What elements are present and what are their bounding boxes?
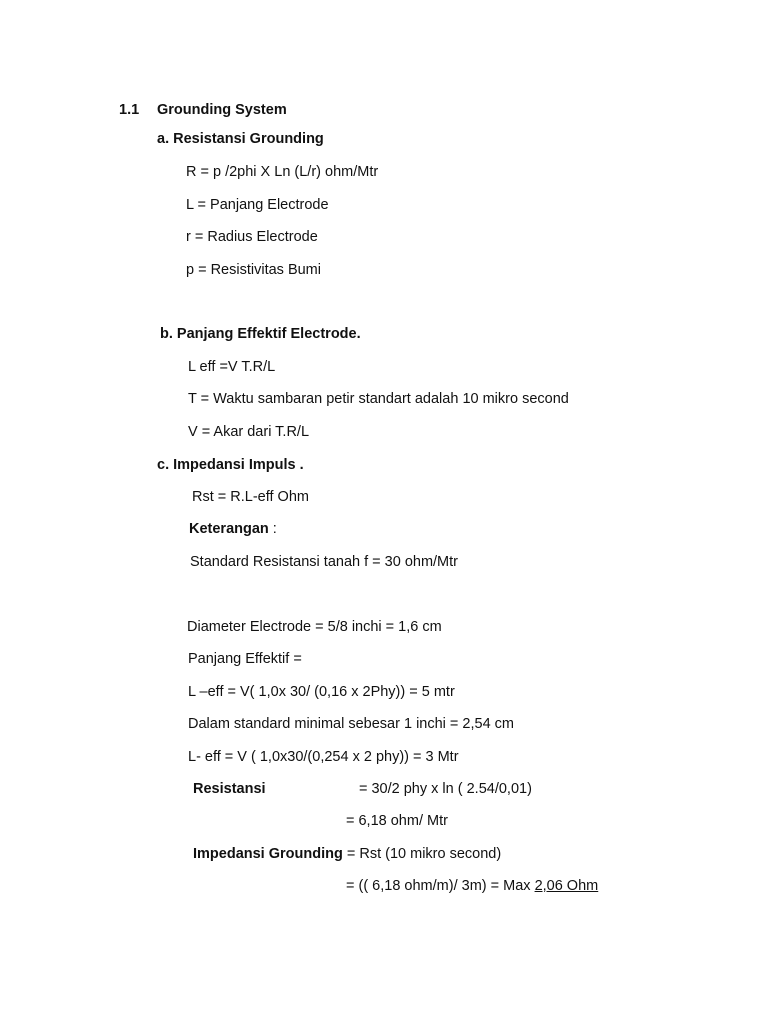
definition-V: V = Akar dari T.R/L	[188, 424, 310, 440]
diameter-electrode-line: Diameter Electrode = 5/8 inchi = 1,6 cm	[187, 619, 442, 635]
formula-leff: L eff =V T.R/L	[188, 359, 276, 375]
standard-resistansi-line: Standard Resistansi tanah f = 30 ohm/Mtr	[190, 554, 458, 570]
section-number: 1.1	[119, 102, 140, 118]
formula-resistance: R = p /2phi X Ln (L/r) ohm/Mtr	[186, 164, 379, 180]
resistansi-result: = 6,18 ohm/ Mtr	[346, 813, 448, 829]
panjang-effektif-label: Panjang Effektif =	[188, 651, 302, 667]
impedansi-result-value: 2,06 Ohm	[534, 878, 599, 894]
leff-calc-1: L –eff = V( 1,0x 30/ (0,16 x 2Phy)) = 5 mtr	[188, 684, 455, 700]
impedansi-label: Impedansi Grounding	[193, 846, 343, 862]
standard-minimal-line: Dalam standard minimal sebesar 1 inchi = 2,54 cm	[188, 716, 514, 732]
heading-resistansi-grounding: a. Resistansi Grounding	[157, 131, 324, 147]
definition-p: p = Resistivitas Bumi	[186, 262, 321, 278]
section-title: Grounding System	[157, 102, 287, 118]
impedansi-result-line	[346, 877, 598, 895]
resistansi-equation: = 30/2 phy x ln ( 2.54/0,01)	[359, 781, 532, 797]
formula-rst: Rst = R.L-eff Ohm	[192, 489, 309, 505]
leff-calc-2: L- eff = V ( 1,0x30/(0,254 x 2 phy)) = 3 Mtr	[188, 749, 459, 765]
keterangan-line	[189, 520, 277, 538]
impedansi-equation: = Rst (10 mikro second)	[342, 846, 502, 862]
definition-T: T = Waktu sambaran petir standart adalah 10 mikro second	[188, 391, 569, 407]
heading-panjang-effektif: b. Panjang Effektif Electrode.	[160, 326, 361, 342]
impedansi-result-prefix: = (( 6,18 ohm/m)/ 3m) = Max	[346, 878, 535, 894]
heading-impedansi-impuls: c. Impedansi Impuls .	[157, 457, 304, 473]
impedansi-line	[193, 845, 501, 863]
resistansi-label: Resistansi	[193, 781, 266, 797]
definition-r: r = Radius Electrode	[186, 229, 318, 245]
keterangan-label: Keterangan	[189, 521, 269, 537]
keterangan-colon: :	[268, 521, 277, 537]
definition-L: L = Panjang Electrode	[186, 197, 329, 213]
